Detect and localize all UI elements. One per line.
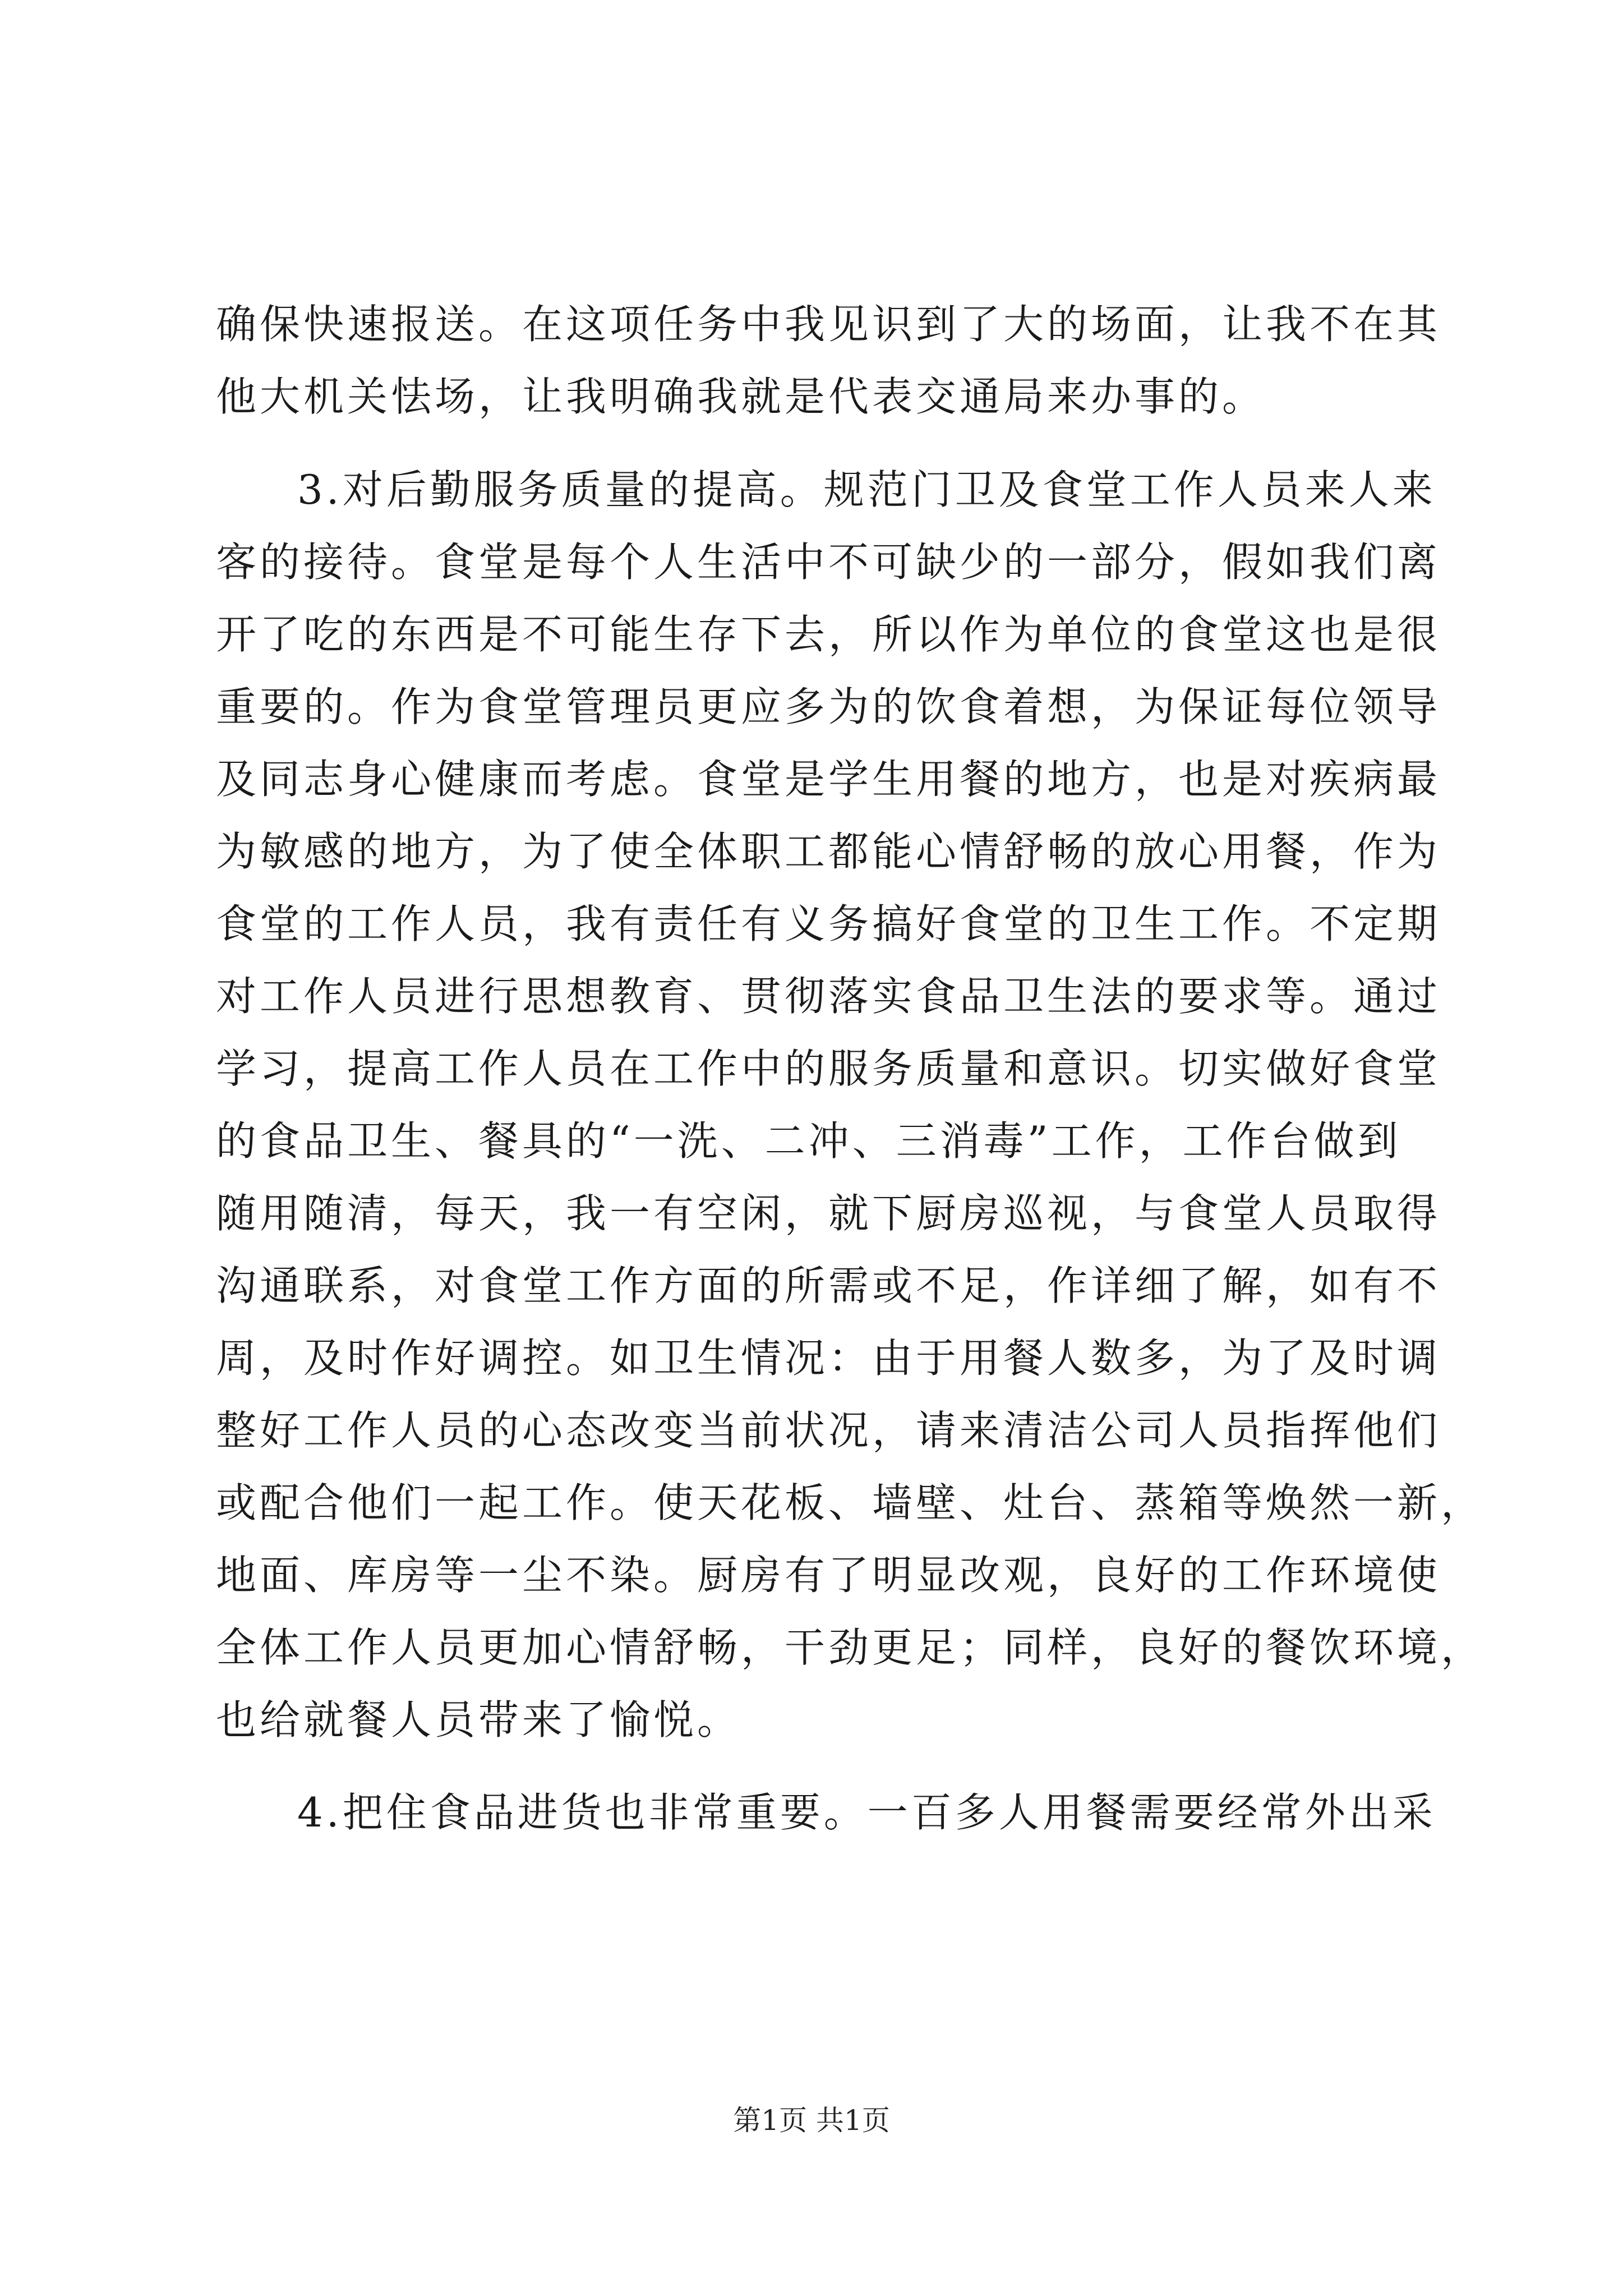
- text-line-7: 及同志身心健康而考虑。食堂是学生用餐的地方，也是对疾病最: [216, 756, 1441, 803]
- text-line-13: 随用随清，每天，我一有空闲，就下厨房巡视，与食堂人员取得: [216, 1190, 1441, 1237]
- text-line-20: 也给就餐人员带来了愉悦。: [216, 1696, 741, 1743]
- page-footer: 第1页 共1页: [733, 2104, 890, 2137]
- text-line-10: 对工作人员进行思想教育、贯彻落实食品卫生法的要求等。通过: [216, 973, 1441, 1020]
- text-line-18: 地面、库房等一尘不染。厨房有了明显改观，良好的工作环境使: [216, 1552, 1441, 1599]
- text-line-11: 学习，提高工作人员在工作中的服务质量和意识。切实做好食堂: [216, 1045, 1441, 1092]
- text-line-21: 4.把住食品进货也非常重要。一百多人用餐需要经常外出采: [297, 1789, 1436, 1836]
- text-line-4: 客的接待。食堂是每个人生活中不可缺少的一部分，假如我们离: [216, 539, 1441, 586]
- text-line-14: 沟通联系，对食堂工作方面的所需或不足，作详细了解，如有不: [216, 1262, 1441, 1309]
- text-line-3: 3.对后勤服务质量的提高。规范门卫及食堂工作人员来人来: [297, 466, 1436, 513]
- text-line-16: 整好工作人员的心态改变当前状况，请来清洁公司人员指挥他们: [216, 1407, 1441, 1454]
- text-line-8: 为敏感的地方，为了使全体职工都能心情舒畅的放心用餐，作为: [216, 828, 1441, 875]
- text-line-15: 周，及时作好调控。如卫生情况：由于用餐人数多，为了及时调: [216, 1335, 1441, 1382]
- text-line-17: 或配合他们一起工作。使天花板、墙壁、灶台、蒸箱等焕然一新，: [216, 1479, 1485, 1526]
- text-line-19: 全体工作人员更加心情舒畅，干劲更足；同样，良好的餐饮环境，: [216, 1624, 1485, 1671]
- text-line-1: 确保快速报送。在这项任务中我见识到了大的场面，让我不在其: [216, 301, 1441, 348]
- text-line-12: 的食品卫生、餐具的“一洗、二冲、三消毒”工作，工作台做到: [216, 1117, 1401, 1165]
- text-line-6: 重要的。作为食堂管理员更应多为的饮食着想，为保证每位领导: [216, 683, 1441, 730]
- text-line-5: 开了吃的东西是不可能生存下去，所以作为单位的食堂这也是很: [216, 611, 1441, 658]
- text-line-9: 食堂的工作人员，我有责任有义务搞好食堂的卫生工作。不定期: [216, 900, 1441, 947]
- text-line-2: 他大机关怯场，让我明确我就是代表交通局来办事的。: [216, 373, 1266, 420]
